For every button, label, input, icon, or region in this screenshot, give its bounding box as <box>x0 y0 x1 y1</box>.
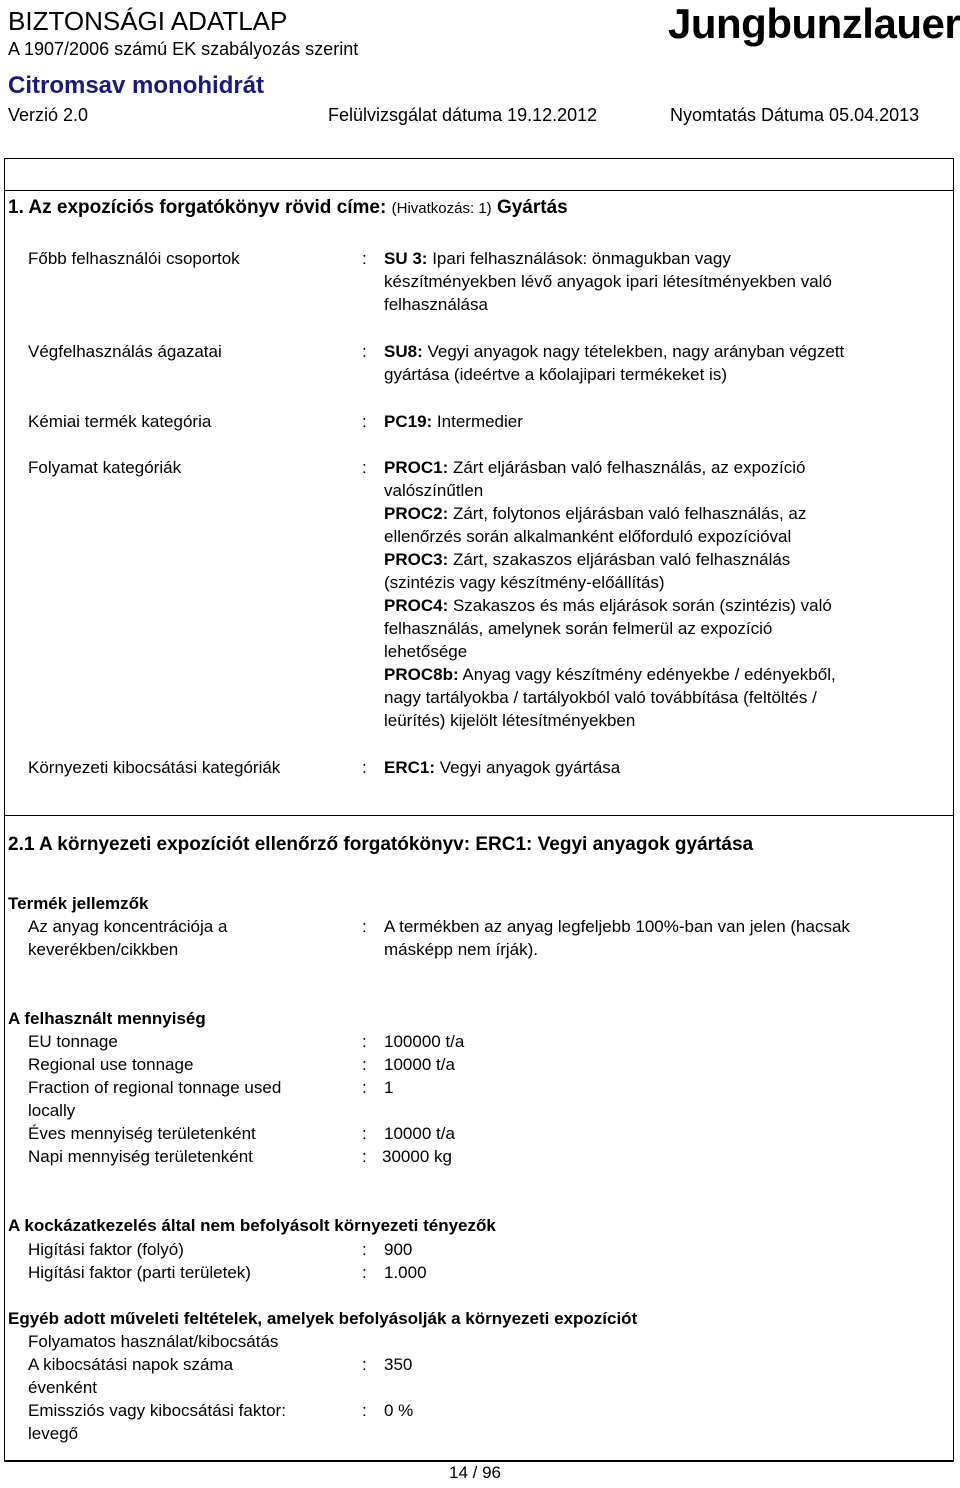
row-value: 350 <box>384 1355 413 1374</box>
row-value: 30000 kg <box>382 1147 452 1166</box>
row-value: SU8: Vegyi anyagok nagy tételekben, nagy arányban végzett gyártása (ideértve a kőolajipari termékeket is) <box>384 342 845 384</box>
row-label: Főbb felhasználói csoportok <box>28 249 240 268</box>
row-value: ERC1: Vegyi anyagok gyártása <box>384 758 621 777</box>
row-value: SU 3: Ipari felhasználások: önmagukban vagy készítményekben lévő anyagok ipari létesítményekben való felhasználása <box>384 249 832 314</box>
print-date: Nyomtatás Dátuma 05.04.2013 <box>670 105 920 125</box>
colon: : <box>362 1078 367 1097</box>
row-label: EU tonnage <box>28 1032 118 1051</box>
row-value: 0 % <box>384 1401 414 1420</box>
page-number: 14 / 96 <box>449 1463 501 1482</box>
other-heading: Egyéb adott műveleti feltételek, amelyek befolyásolják a környezeti expozíciót <box>8 1309 638 1328</box>
row-label: Folyamatos használat/kibocsátás <box>28 1332 279 1351</box>
divider <box>4 1461 954 1462</box>
row-label: Folyamat kategóriák <box>28 458 182 477</box>
section-1-title-prefix: 1. Az expozíciós forgatókönyv rövid címe: <box>8 197 387 218</box>
colon: : <box>362 1263 367 1282</box>
company-logo: Jungbunzlauer <box>668 0 960 47</box>
row-label: Környezeti kibocsátási kategóriák <box>28 758 281 777</box>
colon: : <box>362 1124 367 1143</box>
product-char-heading: Termék jellemzők <box>8 894 149 913</box>
document-title: BIZTONSÁGI ADATLAP <box>8 6 288 36</box>
row-value: 1 <box>384 1078 394 1097</box>
row-label: Végfelhasználás ágazatai <box>28 342 222 361</box>
regulation-text: A 1907/2006 számú EK szabályozás szerint <box>8 39 359 59</box>
colon: : <box>362 758 367 777</box>
colon: : <box>362 1032 367 1051</box>
colon: : <box>362 458 367 477</box>
row-label: Fraction of regional tonnage used locally <box>28 1078 282 1120</box>
colon: : <box>362 1401 367 1420</box>
colon: : <box>362 412 367 431</box>
product-name: Citromsav monohidrát <box>8 72 265 99</box>
row-value: 10000 t/a <box>384 1055 455 1074</box>
risk-heading: A kockázatkezelés által nem befolyásolt környezeti tényezők <box>8 1216 496 1235</box>
amount-heading: A felhasznált mennyiség <box>8 1009 206 1028</box>
row-value: PC19: Intermedier <box>384 412 523 431</box>
revision-date: Felülvizsgálat dátuma 19.12.2012 <box>328 105 598 125</box>
version-text: Verzió 2.0 <box>8 105 89 125</box>
row-label: Napi mennyiség területenként <box>28 1147 253 1166</box>
row-label: A kibocsátási napok száma évenként <box>28 1355 234 1397</box>
colon: : <box>362 342 367 361</box>
row-label: Regional use tonnage <box>28 1055 194 1074</box>
row-value: PROC1: Zárt eljárásban való felhasználás, az expozíció valószínűtlen PROC2: Zárt, folytonos eljárásban való felhasználás, az ellenőrzés során alkalmanként előforduló expozícióval PROC3: Zárt, szakaszos eljárásban való felhasználás (szintézis vagy készítmény-előállítás) PROC4: Szakaszos és más eljárások során (szintézis) való felhasználás, amelynek során felmerül az expozíció lehetősége PROC8b: Anyag vagy készítmény edényekbe / edényekből, nagy tartályokba / tartályokból való továbbítása (feltöltés / leürítés) kijelölt létesítményekben <box>384 458 836 730</box>
section-1-title <box>8 197 568 219</box>
colon: : <box>362 249 367 268</box>
row-value: A termékben az anyag legfeljebb 100%-ban van jelen (hacsak másképp nem írják). <box>384 917 850 959</box>
row-label: Éves mennyiség területenként <box>28 1124 256 1143</box>
row-value: 900 <box>384 1240 413 1259</box>
section-1-title-ref: (Hivatkozás: 1) <box>391 200 492 217</box>
row-value: 1.000 <box>384 1263 427 1282</box>
colon: : <box>362 1055 367 1074</box>
colon: : <box>362 1240 367 1259</box>
section-2-title: 2.1 A környezeti expozíciót ellenőrző forgatókönyv: ERC1: Vegyi anyagok gyártása <box>8 834 754 855</box>
colon: : <box>362 917 367 936</box>
row-label: Az anyag koncentrációja a keverékben/cikkben <box>28 917 228 959</box>
row-label: Emissziós vagy kibocsátási faktor: levegő <box>28 1401 286 1443</box>
colon: : <box>362 1355 367 1374</box>
divider <box>4 190 954 191</box>
divider <box>4 815 954 816</box>
row-value: 10000 t/a <box>384 1124 455 1143</box>
section-1-title-suffix: Gyártás <box>496 197 568 218</box>
colon: : <box>362 1147 367 1166</box>
row-label: Higítási faktor (parti területek) <box>28 1263 251 1282</box>
row-label: Kémiai termék kategória <box>28 412 212 431</box>
row-value: 100000 t/a <box>384 1032 465 1051</box>
row-label: Higítási faktor (folyó) <box>28 1240 184 1259</box>
